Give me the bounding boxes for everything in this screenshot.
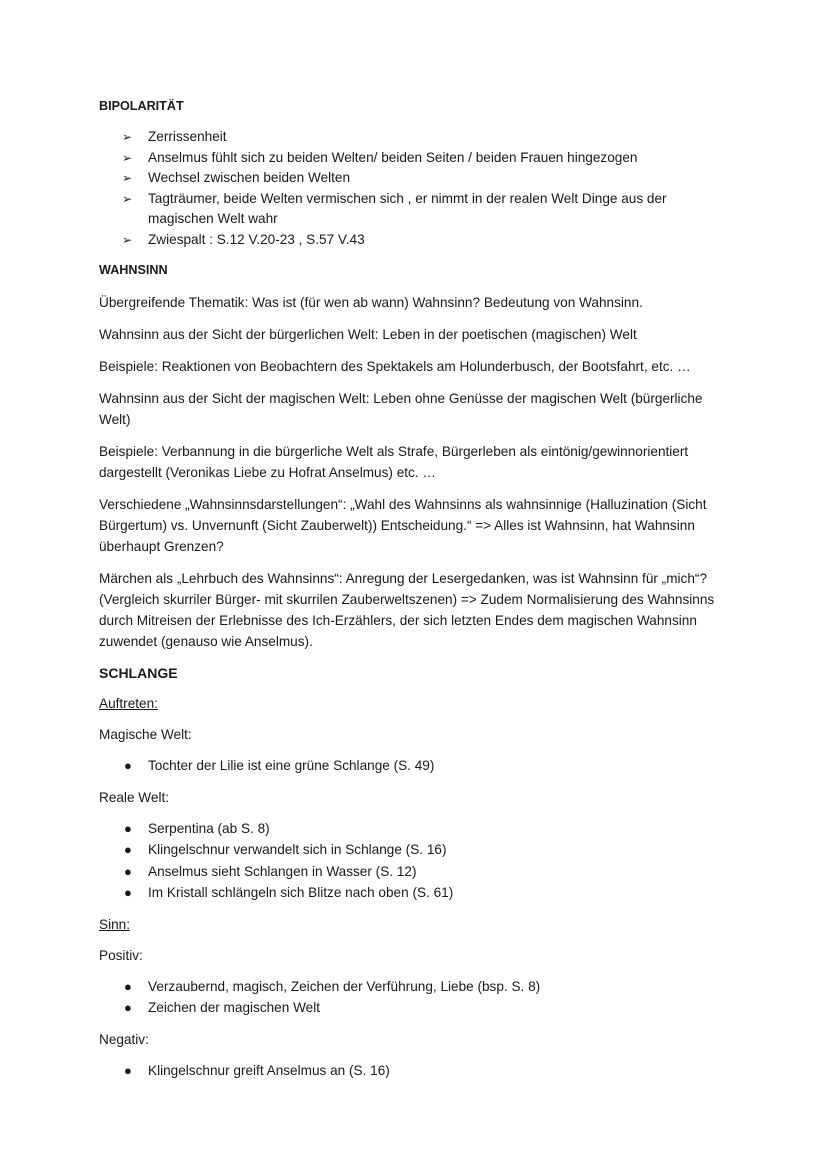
magische-welt-list [99, 755, 739, 777]
label-reale-welt: Reale Welt: [99, 789, 170, 805]
subheading-sinn: Sinn: [99, 916, 130, 932]
dot-bullet-icon: ● [124, 1000, 132, 1015]
list-item: ➢ Anselmus fühlt sich zu beiden Welten/ beiden Seiten / beiden Frauen hingezogen [99, 148, 739, 169]
dot-bullet-icon: ● [124, 885, 132, 900]
list-item: ➢ Zerrissenheit [99, 127, 739, 148]
paragraph: Wahnsinn aus der Sicht der bürgerlichen Welt: Leben in der poetischen (magischen) Welt [99, 327, 637, 342]
subheading-auftreten: Auftreten: [99, 696, 158, 711]
paragraph: Beispiele: Verbannung in die bürgerliche Welt als Strafe, Bürgerleben als eintönig/gewinnorientiert dargestellt (Veronikas Liebe zu Hofrat Anselmus) etc. … [99, 444, 689, 480]
list-item: ➢ Tagträumer, beide Welten vermischen sich , er nimmt in der realen Welt Dinge aus der magischen Welt wahr [122, 190, 667, 226]
dot-bullet-icon: ● [124, 842, 132, 857]
paragraph: Wahnsinn aus der Sicht der magischen Welt: Leben ohne Genüsse der magischen Welt (bürgerliche Welt) [99, 391, 703, 427]
arrow-bullet-icon: ➢ [122, 232, 133, 247]
dot-bullet-icon: ● [124, 863, 132, 879]
list-item: ● Verzaubernd, magisch, Zeichen der Verführung, Liebe (bsp. S. 8) [99, 976, 739, 998]
label-magische-welt: Magische Welt: [99, 727, 192, 742]
heading-bipolaritaet: BIPOLARITÄT [99, 99, 184, 113]
paragraph: Beispiele: Reaktionen von Beobachtern des Spektakels am Holunderbusch, der Bootsfahrt, etc. … [99, 359, 691, 374]
paragraph: Märchen als „Lehrbuch des Wahnsinns“: Anregung der Lesergedanken, was ist Wahnsinn für „mich“? (Vergleich skurriler Bürger- mit skurrilen Zauberweltszenen) => Zudem Normalisierung des Wahnsinns durch Mitreisen der Erlebnisse des Ich-Erzählers, der sich letzten Endes dem magischen Wahnsinn zuwendet (genauso wie Anselmus). [99, 571, 715, 649]
list-item: ● Tochter der Lilie ist eine grüne Schlange (S. 49) [99, 755, 739, 777]
arrow-bullet-icon: ➢ [122, 191, 133, 206]
dot-bullet-icon: ● [124, 820, 132, 836]
list-item: ● Anselmus sieht Schlangen in Wasser (S. 12) [99, 861, 739, 883]
list-item: ● Klingelschnur greift Anselmus an (S. 16) [99, 1060, 739, 1082]
arrow-bullet-icon: ➢ [122, 150, 133, 165]
paragraph: Übergreifende Thematik: Was ist (für wen ab wann) Wahnsinn? Bedeutung von Wahnsinn. [99, 295, 643, 310]
list-item: ● Klingelschnur verwandelt sich in Schlange (S. 16) [99, 839, 739, 861]
dot-bullet-icon: ● [124, 1062, 132, 1078]
list-item: ➢ Wechsel zwischen beiden Welten [99, 168, 739, 189]
list-item: ● Im Kristall schlängeln sich Blitze nach oben (S. 61) [99, 882, 739, 904]
list-item: ➢ Zwiespalt : S.12 V.20-23 , S.57 V.43 [99, 230, 739, 251]
bipolaritaet-list [99, 127, 739, 250]
positiv-list [99, 976, 739, 1019]
arrow-bullet-icon: ➢ [122, 171, 133, 185]
list-item: ● Serpentina (ab S. 8) [99, 818, 739, 840]
arrow-bullet-icon: ➢ [122, 130, 133, 144]
reale-welt-list [99, 818, 739, 904]
list-item: ● Zeichen der magischen Welt [99, 997, 739, 1019]
document-page [99, 96, 739, 1081]
negativ-list [99, 1060, 739, 1082]
dot-bullet-icon: ● [124, 978, 132, 994]
label-positiv: Positiv: [99, 947, 143, 963]
heading-schlange: SCHLANGE [99, 665, 178, 681]
paragraph: Verschiedene „Wahnsinnsdarstellungen“: „Wahl des Wahnsinns als wahnsinnige (Halluzination (Sicht Bürgertum) vs. Unvernunft (Sicht Zauberwelt)) Entscheidung.“ => Alles ist Wahnsinn, hat Wahnsinn überhaupt Grenzen? [99, 497, 707, 554]
label-negativ: Negativ: [99, 1031, 149, 1047]
dot-bullet-icon: ● [124, 758, 132, 773]
heading-wahnsinn: WAHNSINN [99, 263, 168, 277]
